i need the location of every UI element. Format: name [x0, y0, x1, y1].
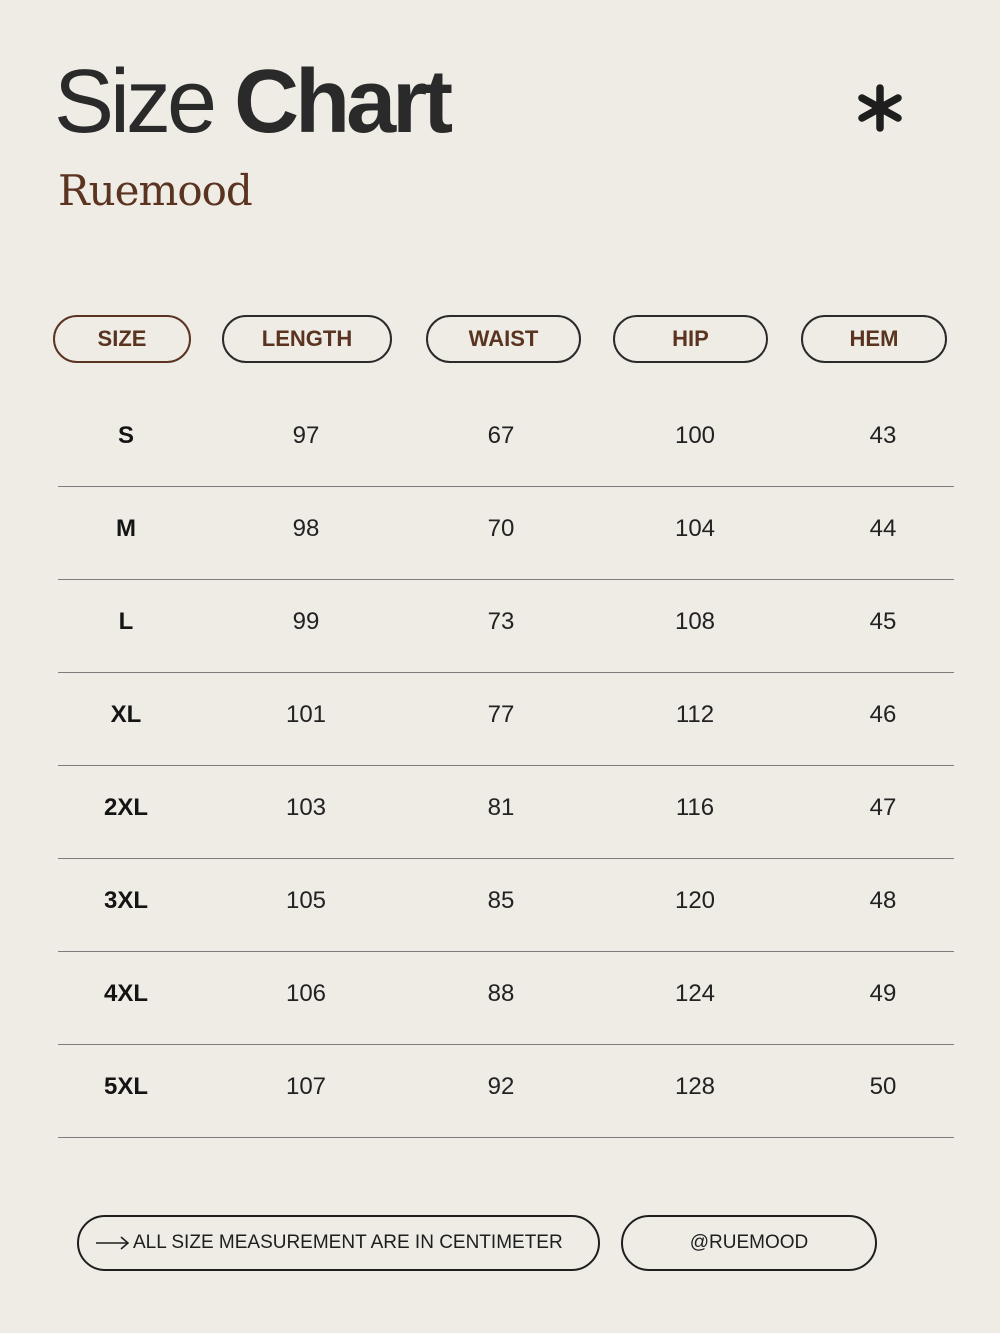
length-cell: 98: [292, 515, 320, 542]
hem-cell: 49: [869, 980, 897, 1007]
hip-cell: 112: [675, 701, 715, 728]
size-cell: S: [117, 422, 134, 449]
length-cell: 106: [285, 980, 327, 1007]
size-cell: 3XL: [103, 887, 148, 914]
hem-cell: 48: [869, 887, 897, 914]
waist-cell: 70: [487, 515, 515, 542]
size-cell: XL: [110, 701, 142, 728]
size-cell: M: [116, 515, 136, 542]
table-row: [58, 765, 954, 859]
hip-cell: 124: [674, 980, 716, 1007]
arrow-right-icon: [95, 1235, 131, 1251]
length-cell: 97: [292, 422, 320, 449]
hip-cell: 108: [674, 608, 716, 635]
table-row: [58, 393, 954, 487]
title-light: Size: [54, 52, 214, 152]
column-header-size: SIZE: [53, 315, 191, 363]
hip-cell: 128: [674, 1073, 716, 1100]
hip-cell: 120: [674, 887, 716, 914]
waist-cell: 67: [487, 422, 515, 449]
brand-name: Ruemood: [58, 166, 252, 215]
waist-cell: 73: [487, 608, 515, 635]
social-handle: @RUEMOOD: [621, 1215, 877, 1271]
length-cell: 99: [292, 608, 320, 635]
table-row: [58, 1044, 954, 1138]
hem-cell: 45: [869, 608, 897, 635]
size-cell: 2XL: [103, 794, 148, 821]
hip-cell: 100: [674, 422, 716, 449]
size-cell: L: [118, 608, 134, 635]
length-cell: 101: [285, 701, 327, 728]
hip-cell: 116: [675, 794, 715, 821]
waist-cell: 81: [487, 794, 515, 821]
table-row: [58, 672, 954, 766]
title-bold: Chart: [234, 52, 450, 152]
hip-cell: 104: [674, 515, 716, 542]
waist-cell: 92: [487, 1073, 515, 1100]
table-row: [58, 486, 954, 580]
hem-cell: 43: [869, 422, 897, 449]
column-header-waist: WAIST: [426, 315, 581, 363]
length-cell: 105: [285, 887, 327, 914]
page-title: [54, 52, 449, 152]
length-cell: 107: [285, 1073, 327, 1100]
length-cell: 103: [285, 794, 327, 821]
size-cell: 4XL: [103, 980, 148, 1007]
column-header-length: LENGTH: [222, 315, 392, 363]
table-row: [58, 858, 954, 952]
waist-cell: 85: [487, 887, 515, 914]
column-header-hip: HIP: [613, 315, 768, 363]
waist-cell: 88: [487, 980, 515, 1007]
hem-cell: 50: [869, 1073, 897, 1100]
column-header-hem: HEM: [801, 315, 947, 363]
hem-cell: 44: [869, 515, 897, 542]
measurement-note: [77, 1215, 600, 1271]
table-row: [58, 579, 954, 673]
table-row: [58, 951, 954, 1045]
hem-cell: 47: [869, 794, 897, 821]
size-cell: 5XL: [103, 1073, 148, 1100]
hem-cell: 46: [869, 701, 897, 728]
measurement-note-text: ALL SIZE MEASUREMENT ARE IN CENTIMETER: [133, 1232, 563, 1253]
asterisk-icon: [852, 80, 908, 136]
waist-cell: 77: [487, 701, 515, 728]
